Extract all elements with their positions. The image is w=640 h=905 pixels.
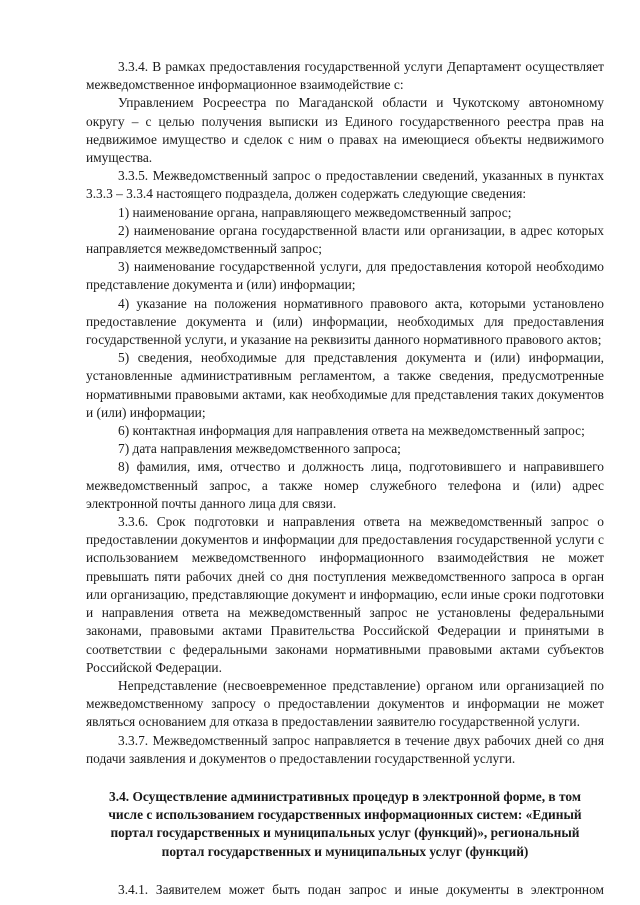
- list-item-3: 3) наименование государственной услуги, для предоставления которой необходимо представление документа и (или) информации;: [86, 259, 604, 293]
- paragraph-3-3-4: 3.3.4. В рамках предоставления государственной услуги Департамент осуществляет межведомственное информационное взаимодействие с:: [86, 59, 604, 93]
- list-item-5: 5) сведения, необходимые для представления документа и (или) информации, установленные административным регламентом, а также сведения, предусмотренные нормативными правовыми актами, как необходимые для представления таких документов и (или) информации;: [86, 350, 604, 420]
- section-heading-3-4: 3.4. Осуществление административных процедур в электронной форме, в том числе с использованием государственных информационных систем: «Единый портал государственных и муниципальных услуг (функций)», региональный портал государственных и муниципальных услуг (функций): [108, 788, 582, 859]
- list-item-6: 6) контактная информация для направления ответа на межведомственный запрос;: [118, 423, 585, 439]
- list-item-2: 2) наименование органа государственной власти или организации, в адрес которых направляется межведомственный запрос;: [86, 222, 604, 257]
- paragraph-non-submission: Непредставление (несвоевременное представление) органом или организацией по межведомственному запросу о предоставлении документов и информации не может являться основанием для отказа в предоставлении заявителю государственной услуги.: [86, 677, 604, 730]
- paragraph-3-3-5: 3.3.5. Межведомственный запрос о предоставлении сведений, указанных в пунктах 3.3.3 – 3.3.4 настоящего подраздела, должен содержать следующие сведения:: [86, 168, 604, 202]
- spacer: [86, 861, 604, 881]
- list-item-4: 4) указание на положения нормативного правового акта, которыми установлено предоставление документа и (или) информации, необходимых для предоставления государственной услуги, и указание на реквизиты данного нормативного правового актов;: [86, 295, 604, 348]
- list-item-7: 7) дата направления межведомственного запроса;: [118, 441, 401, 457]
- list-item-8: 8) фамилия, имя, отчество и должность лица, подготовившего и направившего межведомственный запрос, а также номер служебного телефона и (или) адрес электронной почты данного лица для связи.: [86, 459, 604, 511]
- list-item-1: 1) наименование органа, направляющего межведомственный запрос;: [118, 204, 512, 220]
- paragraph-3-4-1: 3.4.1. Заявителем может быть подан запрос и иные документы в электронном: [118, 881, 604, 897]
- paragraph-3-3-6: 3.3.6. Срок подготовки и направления ответа на межведомственный запрос о предоставлении документов и информации для предоставления государственной услуги с использованием межведомственного информационного взаимодействия не может превышать пяти рабочих дней со дня поступления межведомственного запроса в орган или организацию, представляющие документ и информацию, если иные сроки подготовки и направления ответа на межведомственный запрос не установлены федеральными законами, правовыми актами Правительства Российской Федерации и принятыми в соответствии с федеральными законами нормативными правовыми актами субъектов Российской Федерации.: [86, 514, 604, 675]
- paragraph-rosreestr: Управлением Росреестра по Магаданской области и Чукотскому автономному округу – с целью получения выписки из Единого государственного реестра прав на недвижимое имущество и сделок с ним о правах на имеющиеся объекты недвижимого имущества.: [86, 95, 604, 166]
- paragraph-3-3-7: 3.3.7. Межведомственный запрос направляется в течение двух рабочих дней со дня подачи заявления и документов о предоставлении государственной услуги.: [86, 732, 604, 766]
- document-page: [86, 58, 604, 899]
